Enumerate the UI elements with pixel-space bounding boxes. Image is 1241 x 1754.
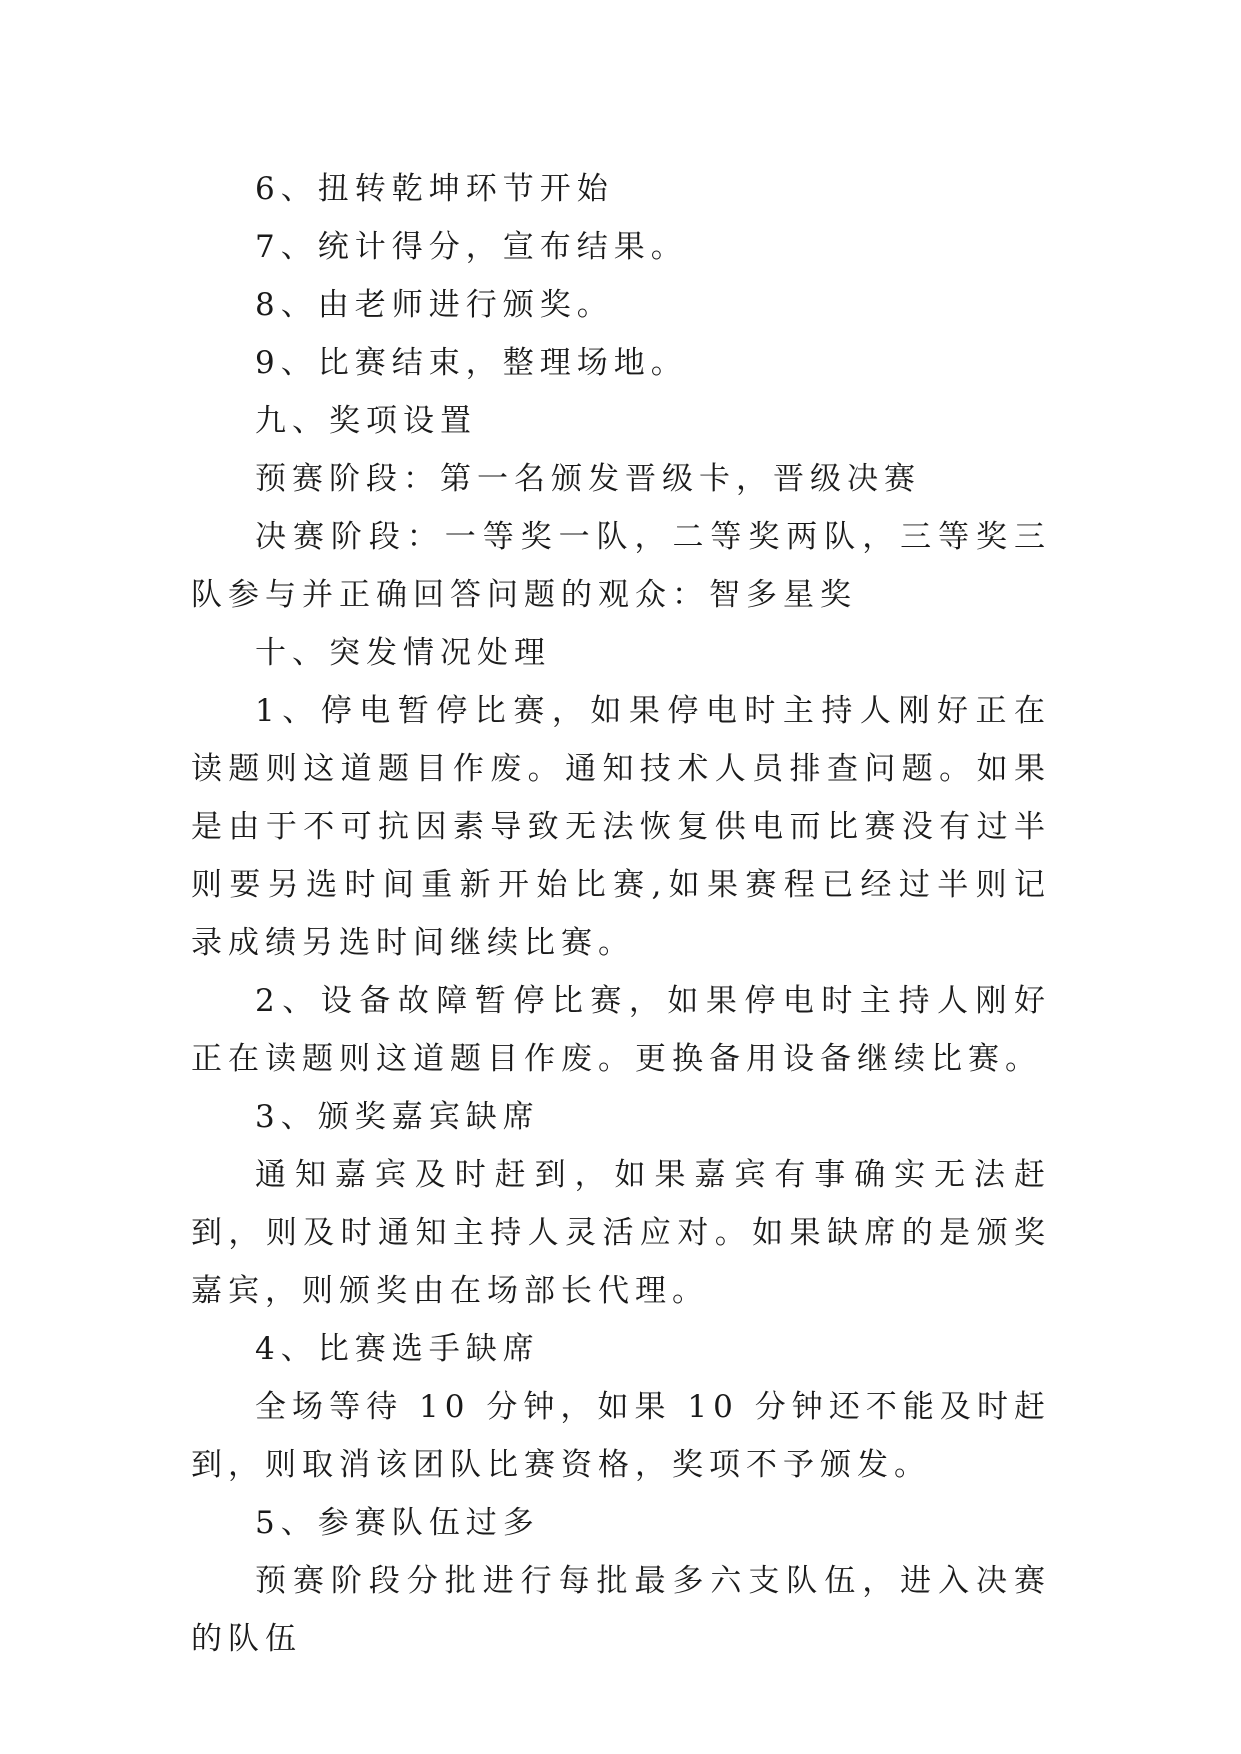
paragraph-step-7: 7、统计得分，宣布结果。 <box>255 229 688 265</box>
paragraph-final-awards: 决赛阶段：一等奖一队，二等奖两队，三等奖三队参与并正确回答问题的观众：智多星奖 <box>191 519 1051 613</box>
subheading-guest-absent: 3、颁奖嘉宾缺席 <box>255 1099 540 1135</box>
section-heading-emergencies: 十、突发情况处理 <box>255 635 551 671</box>
paragraph-guest-absent: 通知嘉宾及时赶到，如果嘉宾有事确实无法赶到，则及时通知主持人灵活应对。如果缺席的是颁奖嘉宾，则颁奖由在场部长代理。 <box>191 1157 1051 1309</box>
section-heading-awards: 九、奖项设置 <box>255 403 477 439</box>
paragraph-power-outage: 1、停电暂停比赛，如果停电时主持人刚好正在读题则这道题目作废。通知技术人员排查问题。如果是由于不可抗因素导致无法恢复供电而比赛没有过半则要另选时间重新开始比赛,如果赛程已经过半则记录成绩另选时间继续比赛。 <box>191 693 1051 961</box>
paragraph-equipment-failure: 2、设备故障暂停比赛，如果停电时主持人刚好正在读题则这道题目作废。更换备用设备继续比赛。 <box>191 983 1051 1077</box>
document-body <box>191 160 1051 1668</box>
paragraph-step-6: 6、扭转乾坤环节开始 <box>255 171 614 207</box>
paragraph-step-9: 9、比赛结束，整理场地。 <box>255 345 688 381</box>
paragraph-prelim-awards: 预赛阶段：第一名颁发晋级卡，晋级决赛 <box>255 461 921 497</box>
paragraph-step-8: 8、由老师进行颁奖。 <box>255 287 614 323</box>
paragraph-player-absent: 全场等待 10 分钟，如果 10 分钟还不能及时赶到，则取消该团队比赛资格，奖项不予颁发。 <box>191 1389 1051 1483</box>
subheading-player-absent: 4、比赛选手缺席 <box>255 1331 540 1367</box>
paragraph-too-many-teams: 预赛阶段分批进行每批最多六支队伍，进入决赛的队伍 <box>191 1563 1051 1657</box>
subheading-too-many-teams: 5、参赛队伍过多 <box>255 1505 540 1541</box>
